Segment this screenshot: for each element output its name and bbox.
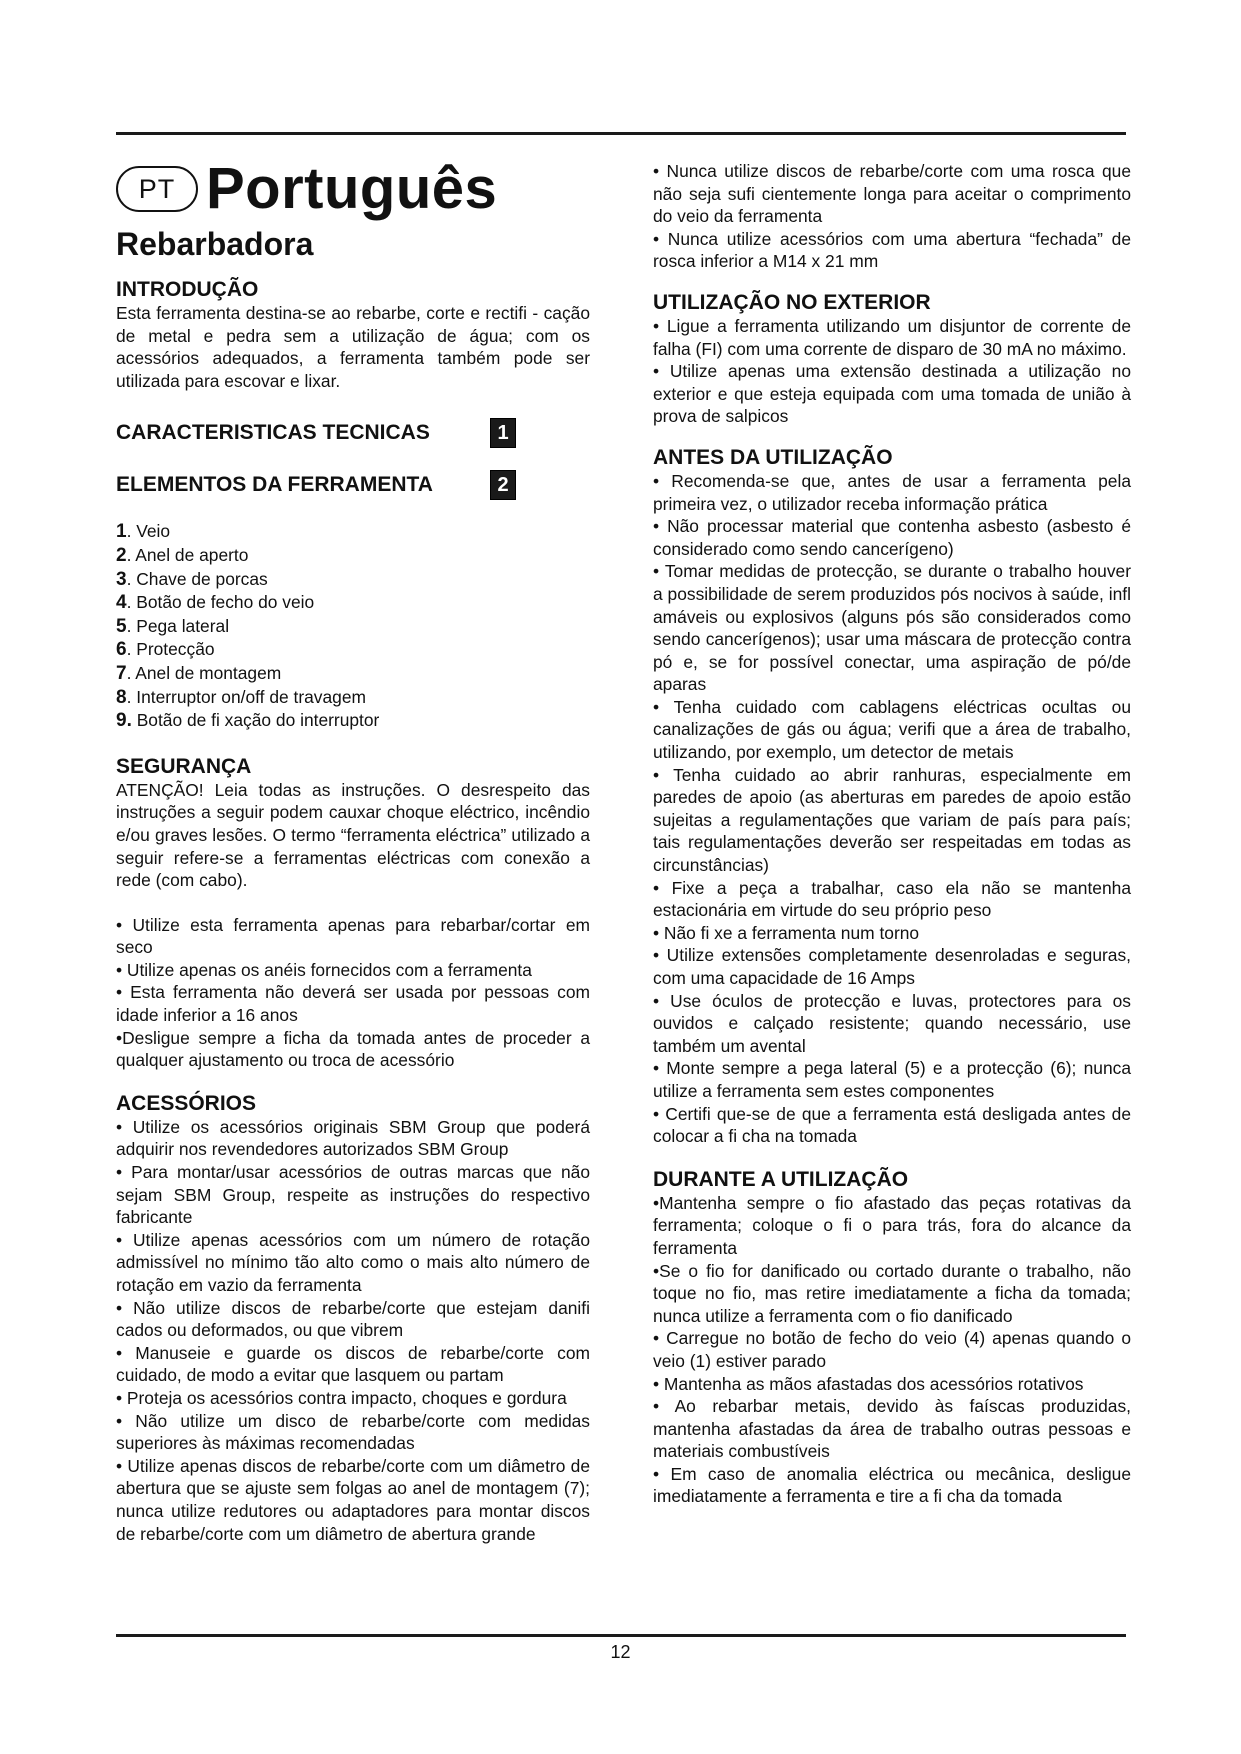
- left-column: [116, 156, 590, 1545]
- tool-element-label: . Anel de aperto: [126, 544, 249, 565]
- tool-element-number: 1: [116, 521, 127, 543]
- accessories-bullet: • Proteja os acessórios contra impacto, choques e gordura: [116, 1387, 567, 1408]
- tool-element-number: 3: [116, 568, 127, 590]
- tool-element-number: 6: [116, 639, 127, 661]
- top-bullets: [653, 160, 1131, 273]
- figure-box-1: 1: [490, 418, 516, 448]
- accessories-bullets: [116, 1116, 590, 1545]
- tool-element-label: . Interruptor on/off de travagem: [126, 686, 366, 707]
- before-use-bullet: • Tenha cuidado ao abrir ranhuras, especialmente em paredes de apoio (as aberturas em paredes de apoio estão sujeitas a regulamentações que variam de país para país; tais regulamentações deverão ser respeitadas em todas as circunstâncias): [653, 764, 1131, 876]
- top-bullet: • Nunca utilize discos de rebarbe/corte com uma rosca que não seja sufi cientemente longa para aceitar o comprimento do veio da ferramenta: [653, 161, 1131, 227]
- accessories-bullet: • Não utilize discos de rebarbe/corte que estejam danifi cados ou deformados, ou que vibrem: [116, 1297, 590, 1341]
- tool-elements-row: [116, 470, 516, 500]
- before-use-bullet: • Recomenda-se que, antes de usar a ferramenta pela primeira vez, o utilizador receba informação prática: [653, 470, 1131, 514]
- accessories-bullet: • Manuseie e guarde os discos de rebarbe/corte com cuidado, de modo a evitar que lasquem ou partam: [116, 1342, 590, 1386]
- language-header: [116, 154, 590, 224]
- tool-element-label: . Veio: [126, 521, 171, 542]
- during-use-heading: DURANTE A UTILIZAÇÃO: [653, 1167, 909, 1191]
- during-use-bullet: • Em caso de anomalia eléctrica ou mecânica, desligue imediatamente a ferramenta e tire a fi cha da tomada: [653, 1463, 1131, 1507]
- before-use-bullet: • Não fi xe a ferramenta num torno: [653, 922, 920, 943]
- top-bullet: • Nunca utilize acessórios com uma abertura “fechada” de rosca inferior a M14 x 21 mm: [653, 228, 1131, 272]
- language-badge: PT: [116, 166, 198, 212]
- tool-element-item: [116, 686, 590, 710]
- outdoor-heading: UTILIZAÇÃO NO EXTERIOR: [653, 290, 931, 314]
- safety-intro: ATENÇÃO! Leia todas as instruções. O desrespeito das instruções a seguir podem cauxar choque eléctrico, incêndio e/ou graves lesões. O termo “ferramenta eléctrica” utilizado a seguir refere-se a ferramentas eléctricas com conexão a rede (com cabo).: [116, 779, 590, 891]
- during-use-bullet: •Se o fio for danificado ou cortado durante o trabalho, não toque no fio, mas retire imediatamente a ficha da tomada; nunca utilize a ferramenta com o fio danificado: [653, 1260, 1131, 1326]
- tool-element-label: . Pega lateral: [126, 615, 230, 636]
- during-use-bullet: • Ao rebarbar metais, devido às faíscas produzidas, mantenha afastadas da área de trabalho outras pessoas e materiais combustíveis: [653, 1396, 1131, 1462]
- tool-element-label: . Chave de porcas: [126, 568, 268, 589]
- accessories-heading: ACESSÓRIOS: [116, 1091, 257, 1115]
- before-use-bullet: • Use óculos de protecção e luvas, protectores para os ouvidos e calçado resistente; quando necessário, use também um avental: [653, 990, 1131, 1056]
- safety-bullet: •Desligue sempre a ficha da tomada antes de proceder a qualquer ajustamento ou troca de acessório: [116, 1027, 590, 1071]
- accessories-bullet: • Utilize os acessórios originais SBM Group que poderá adquirir nos revendedores autorizados SBM Group: [116, 1116, 590, 1160]
- tool-element-item: [116, 568, 590, 592]
- tool-element-number: 2: [116, 544, 127, 566]
- tool-element-item: [116, 544, 590, 568]
- right-column: [653, 160, 1131, 1508]
- safety-bullet: • Utilize esta ferramenta apenas para rebarbar/cortar em seco: [116, 914, 590, 958]
- during-use-bullet: •Mantenha sempre o fio afastado das peças rotativas da ferramenta; coloque o fi o para trás, fora do alcance da ferramenta: [653, 1192, 1131, 1258]
- during-use-bullet: • Carregue no botão de fecho do veio (4) apenas quando o veio (1) estiver parado: [653, 1328, 1131, 1371]
- before-use-heading: ANTES DA UTILIZAÇÃO: [653, 445, 893, 469]
- before-use-bullet: • Tenha cuidado com cablagens eléctricas ocultas ou canalizações de gás ou água; verifi que a área de trabalho, utilizando, por exemplo, um detector de metais: [653, 696, 1131, 763]
- intro-heading: INTRODUÇÃO: [116, 278, 259, 301]
- page-number: 12: [610, 1642, 631, 1662]
- safety-bullets: [116, 914, 590, 1072]
- outdoor-bullet: • Utilize apenas uma extensão destinada a utilização no exterior e que esteja equipada com uma tomada de união à prova de salpicos: [653, 361, 1131, 427]
- before-use-bullet: • Certifi que-se de que a ferramenta está desligada antes de colocar a fi cha na tomada: [653, 1103, 1131, 1147]
- tool-element-label: . Protecção: [126, 639, 215, 660]
- during-use-bullet: • Mantenha as mãos afastadas dos acessórios rotativos: [653, 1373, 1084, 1394]
- tool-element-number: 4: [116, 592, 127, 614]
- tech-specs-row: [116, 418, 516, 448]
- accessories-bullet: • Não utilize um disco de rebarbe/corte com medidas superiores às máximas recomendadas: [116, 1410, 590, 1454]
- figure-box-2: 2: [490, 470, 516, 500]
- tool-element-item: [116, 615, 590, 639]
- tool-element-label: . Botão de fecho do veio: [126, 592, 315, 613]
- tool-elements-list: [116, 520, 590, 732]
- before-use-bullet: • Não processar material que contenha asbesto (asbesto é considerado como sendo cancerígeno): [653, 516, 1131, 559]
- accessories-bullet: • Para montar/usar acessórios de outras marcas que não sejam SBM Group, respeite as instruções do respectivo fabricante: [116, 1162, 590, 1228]
- before-use-bullet: • Tomar medidas de protecção, se durante o trabalho houver a possibilidade de serem produzidos pós nocivos à saúde, infl amáveis ou explosivos (alguns pós são considerados como sendo cancerígenos); usar uma máscara de protecção contra pó e, se for possível conectar, uma aspiração de pó/de aparas: [653, 561, 1131, 695]
- tool-element-number: 8: [116, 686, 127, 708]
- tool-element-number: 5: [116, 615, 127, 637]
- tool-element-number: 7: [116, 662, 127, 684]
- tool-element-label: Botão de fi xação do interruptor: [131, 710, 380, 731]
- top-rule: [116, 132, 1126, 135]
- outdoor-bullet: • Ligue a ferramenta utilizando um disjuntor de corrente de falha (FI) com uma corrente de disparo de 30 mA no máximo.: [653, 315, 1131, 359]
- tool-element-item: [116, 520, 590, 544]
- before-use-bullet: • Fixe a peça a trabalhar, caso ela não se mantenha estacionária em virtude do seu próprio peso: [653, 877, 1131, 921]
- safety-heading: SEGURANÇA: [116, 754, 252, 778]
- tool-element-item: [116, 709, 590, 733]
- intro-text: Esta ferramenta destina-se ao rebarbe, corte e rectifi - cação de metal e pedra sem a utilização de água; com os acessórios adequados, a ferramenta também pode ser utilizada para escovar e lixar.: [116, 303, 590, 391]
- tool-element-label: . Anel de montagem: [126, 662, 282, 683]
- language-title: Português: [206, 156, 498, 221]
- accessories-bullet: • Utilize apenas acessórios com um número de rotação admissível no mínimo tão alto como o mais alto número de rotação em vazio da ferramenta: [116, 1229, 590, 1295]
- outdoor-bullets: [653, 315, 1131, 428]
- safety-bullet: • Esta ferramenta não deverá ser usada por pessoas com idade inferior a 16 anos: [116, 982, 590, 1026]
- tool-elements-heading: ELEMENTOS DA FERRAMENTA: [116, 473, 433, 497]
- tool-element-number: 9.: [116, 710, 132, 732]
- safety-bullet: • Utilize apenas os anéis fornecidos com a ferramenta: [116, 959, 532, 980]
- tech-specs-heading: CARACTERISTICAS TECNICAS: [116, 421, 430, 445]
- bottom-rule: [116, 1634, 1126, 1637]
- tool-element-item: [116, 662, 590, 686]
- tool-element-item: [116, 591, 590, 615]
- before-use-bullets: [653, 470, 1131, 1148]
- tool-element-item: [116, 638, 590, 662]
- before-use-bullet: • Utilize extensões completamente desenroladas e seguras, com uma capacidade de 16 Amps: [653, 945, 1131, 988]
- document-subtitle: Rebarbadora: [116, 226, 314, 262]
- before-use-bullet: • Monte sempre a pega lateral (5) e a protecção (6); nunca utilize a ferramenta sem estes componentes: [653, 1058, 1131, 1101]
- accessories-bullet: • Utilize apenas discos de rebarbe/corte com um diâmetro de abertura que se ajuste sem folgas ao anel de montagem (7); nunca utilize redutores ou adaptadores para montar discos de rebarbe/corte com um diâmetro de abertura grande: [116, 1455, 590, 1544]
- during-use-bullets: [653, 1192, 1131, 1508]
